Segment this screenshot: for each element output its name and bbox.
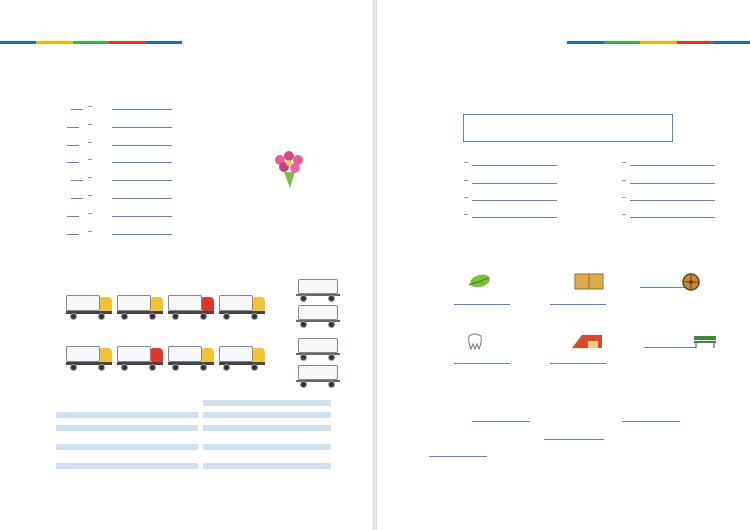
letter-blank[interactable]	[67, 226, 79, 235]
dash: –	[622, 209, 626, 218]
wheel	[251, 313, 258, 320]
answer-blank[interactable]	[472, 413, 530, 422]
answer-blank[interactable]	[630, 192, 715, 201]
word-box	[463, 114, 673, 142]
answer-blank[interactable]	[112, 172, 172, 181]
truck-cab	[100, 297, 112, 311]
trailer[interactable]	[296, 365, 340, 389]
answer-blank[interactable]	[472, 192, 557, 201]
wheel	[121, 364, 128, 371]
truck-syllable	[219, 295, 253, 311]
wheel	[328, 381, 335, 388]
letter-blank[interactable]	[67, 154, 79, 163]
letter-blank[interactable]	[71, 101, 83, 110]
truck-syllable	[117, 346, 151, 362]
trailer-ending	[298, 305, 338, 320]
answer-blank[interactable]	[112, 119, 172, 128]
answer-blank[interactable]	[550, 355, 606, 364]
right-color-bar	[567, 41, 750, 44]
truck-cab	[151, 297, 163, 311]
answer-blank[interactable]	[472, 209, 557, 218]
wheel	[98, 313, 105, 320]
wheel-icon	[682, 273, 700, 291]
wheel	[149, 313, 156, 320]
truck-cab	[151, 348, 163, 362]
bench-icon	[693, 333, 717, 349]
truck[interactable]	[168, 295, 214, 321]
dash: –	[88, 225, 92, 235]
dash: –	[464, 209, 468, 218]
answer-blank[interactable]	[454, 355, 510, 364]
write-line	[203, 463, 331, 469]
truck-syllable	[66, 346, 100, 362]
letter-blank[interactable]	[67, 137, 79, 146]
truck[interactable]	[66, 346, 112, 372]
cabinet-icon	[574, 273, 604, 291]
answer-blank[interactable]	[630, 175, 715, 184]
answer-blank[interactable]	[429, 448, 487, 457]
write-line	[203, 425, 331, 431]
truck-syllable	[168, 295, 202, 311]
dash: –	[88, 207, 92, 217]
dash: –	[88, 118, 92, 128]
answer-blank[interactable]	[630, 209, 715, 218]
answer-blank[interactable]	[112, 101, 172, 110]
wheel	[200, 313, 207, 320]
answer-blank[interactable]	[112, 154, 172, 163]
dash: –	[464, 157, 468, 166]
write-line	[56, 425, 198, 431]
wheel	[172, 364, 179, 371]
leaf-icon	[467, 273, 491, 289]
truck[interactable]	[117, 295, 163, 321]
wheel	[300, 295, 307, 302]
wheel	[70, 364, 77, 371]
letter-blank[interactable]	[67, 119, 79, 128]
truck[interactable]	[219, 346, 265, 372]
wheel	[149, 364, 156, 371]
write-line	[203, 400, 331, 406]
wheel	[223, 364, 230, 371]
truck[interactable]	[66, 295, 112, 321]
dash: –	[464, 175, 468, 184]
wheel	[300, 381, 307, 388]
dash: –	[622, 192, 626, 201]
truck[interactable]	[168, 346, 214, 372]
right-page	[377, 0, 750, 530]
truck-syllable	[66, 295, 100, 311]
write-line	[56, 444, 198, 450]
answer-blank[interactable]	[454, 296, 510, 305]
wheel	[70, 313, 77, 320]
write-line	[56, 463, 198, 469]
truck[interactable]	[117, 346, 163, 372]
wheel	[300, 354, 307, 361]
trailer-ending	[298, 338, 338, 353]
answer-blank[interactable]	[630, 157, 715, 166]
dash: –	[88, 136, 92, 146]
letter-blank[interactable]	[71, 190, 83, 199]
answer-blank[interactable]	[544, 431, 604, 440]
wheel	[200, 364, 207, 371]
wheel	[328, 321, 335, 328]
wheel	[300, 321, 307, 328]
dash: –	[88, 172, 92, 182]
trailer[interactable]	[296, 338, 340, 362]
trailer[interactable]	[296, 305, 340, 329]
answer-blank[interactable]	[112, 190, 172, 199]
flower-bouquet-icon	[268, 148, 310, 190]
dash: –	[622, 175, 626, 184]
truck-cab	[202, 297, 214, 311]
answer-blank[interactable]	[644, 339, 696, 348]
answer-blank[interactable]	[112, 137, 172, 146]
write-line	[203, 444, 331, 450]
truck-cab	[253, 297, 265, 311]
tooth-icon	[467, 333, 483, 351]
truck-syllable	[168, 346, 202, 362]
truck-cab	[253, 348, 265, 362]
dash: –	[88, 154, 92, 164]
answer-blank[interactable]	[112, 208, 172, 217]
truck-syllable	[219, 346, 253, 362]
roof-icon	[570, 333, 604, 349]
write-line	[203, 412, 331, 418]
wheel	[251, 364, 258, 371]
answer-blank[interactable]	[472, 175, 557, 184]
left-page	[0, 0, 373, 530]
truck-cab	[202, 348, 214, 362]
dash: –	[622, 157, 626, 166]
letter-blank[interactable]	[67, 208, 79, 217]
truck-cab	[100, 348, 112, 362]
wheel	[121, 313, 128, 320]
left-color-bar	[0, 41, 182, 44]
answer-blank[interactable]	[622, 413, 680, 422]
letter-blank[interactable]	[71, 172, 83, 181]
dash: –	[464, 192, 468, 201]
wheel	[328, 295, 335, 302]
answer-blank[interactable]	[550, 296, 606, 305]
wheel	[328, 354, 335, 361]
answer-blank[interactable]	[472, 157, 557, 166]
wheel	[223, 313, 230, 320]
truck[interactable]	[219, 295, 265, 321]
dash: –	[88, 190, 92, 199]
trailer-ending	[298, 279, 338, 294]
wheel	[172, 313, 179, 320]
trailer[interactable]	[296, 279, 340, 303]
wheel	[98, 364, 105, 371]
truck-syllable	[117, 295, 151, 311]
dash: –	[88, 101, 92, 110]
write-line	[56, 412, 198, 418]
trailer-ending	[298, 365, 338, 380]
answer-blank[interactable]	[112, 226, 172, 235]
